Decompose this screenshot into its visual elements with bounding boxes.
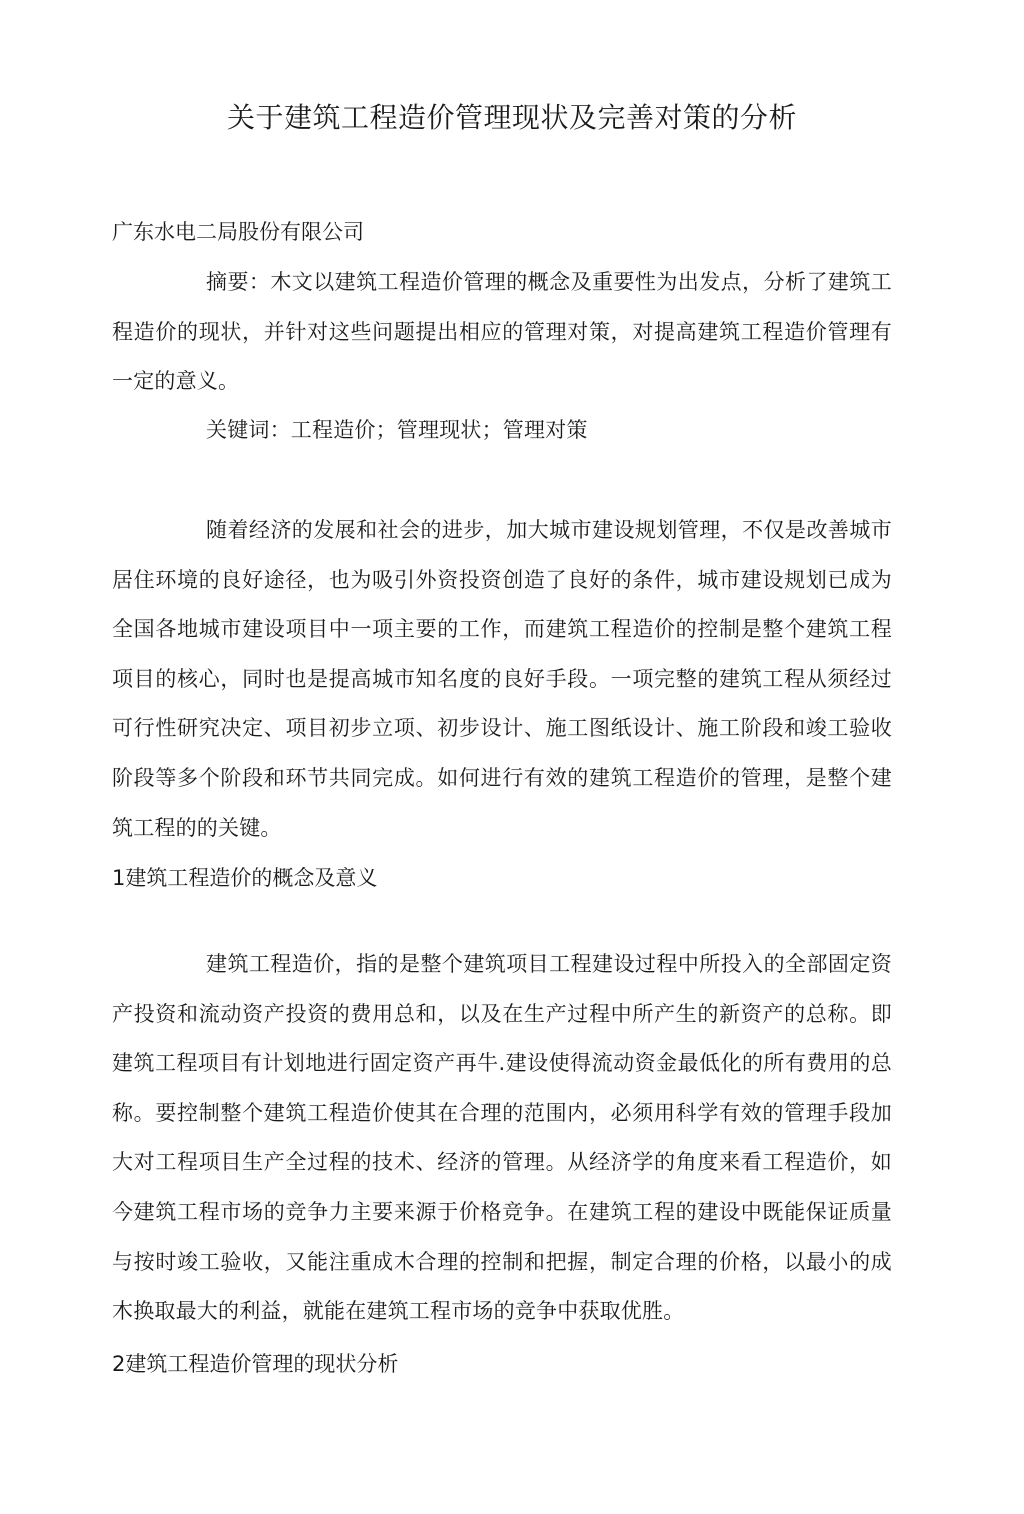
keywords-line: 关键词：工程造价；管理现状；管理对策 — [206, 418, 588, 442]
section-1-heading: 1建筑工程造价的概念及意义 — [112, 866, 378, 890]
document-title: 关于建筑工程造价管理现状及完善对策的分析 — [226, 101, 797, 134]
section-2-heading: 2建筑工程造价管理的现状分析 — [112, 1352, 399, 1376]
intro-paragraph: 随着经济的发展和社会的进步，加大城市建设规划管理，不仅是改善城市居住环境的良好途径，也为吸引外资投资创造了良好的条件，城市建设规划已成为全国各地城市建设项目中一项主要的工作，而建筑工程造价的控制是整个建筑工程项目的核心，同时也是提高城市知名度的良好手段。一项完整的建筑工程从须经过可行性研究决定、项目初步立项、初步设计、施工图纸设计、施工阶段和竣工验收阶段等多个阶段和环节共同完成。如何进行有效的建筑工程造价的管理，是整个建筑工程的的关键。 — [112, 518, 892, 840]
section-1-paragraph: 建筑工程造价，指的是整个建筑项目工程建设过程中所投入的全部固定资产投资和流动资产投资的费用总和，以及在生产过程中所产生的新资产的总称。即建筑工程项目有计划地进行固定资产再牛.建设使得流动资金最低化的所有费用的总称。要控制整个建筑工程造价使其在合理的范围内，必须用科学有效的管理手段加大对工程项目生产全过程的技术、经济的管理。从经济学的角度来看工程造价，如今建筑工程市场的竞争力主要来源于价格竞争。在建筑工程的建设中既能保证质量与按时竣工验收，又能注重成木合理的控制和把握，制定合理的价格，以最小的成木换取最大的利益，就能在建筑工程市场的竞争中获取优胜。 — [112, 952, 892, 1324]
author-affiliation: 广东水电二局股份有限公司 — [112, 220, 364, 244]
abstract-paragraph: 摘要：木文以建筑工程造价管理的概念及重要性为出发点，分析了建筑工程造价的现状，并针对这些问题提出相应的管理对策，对提高建筑工程造价管理有一定的意义。 — [112, 270, 892, 394]
